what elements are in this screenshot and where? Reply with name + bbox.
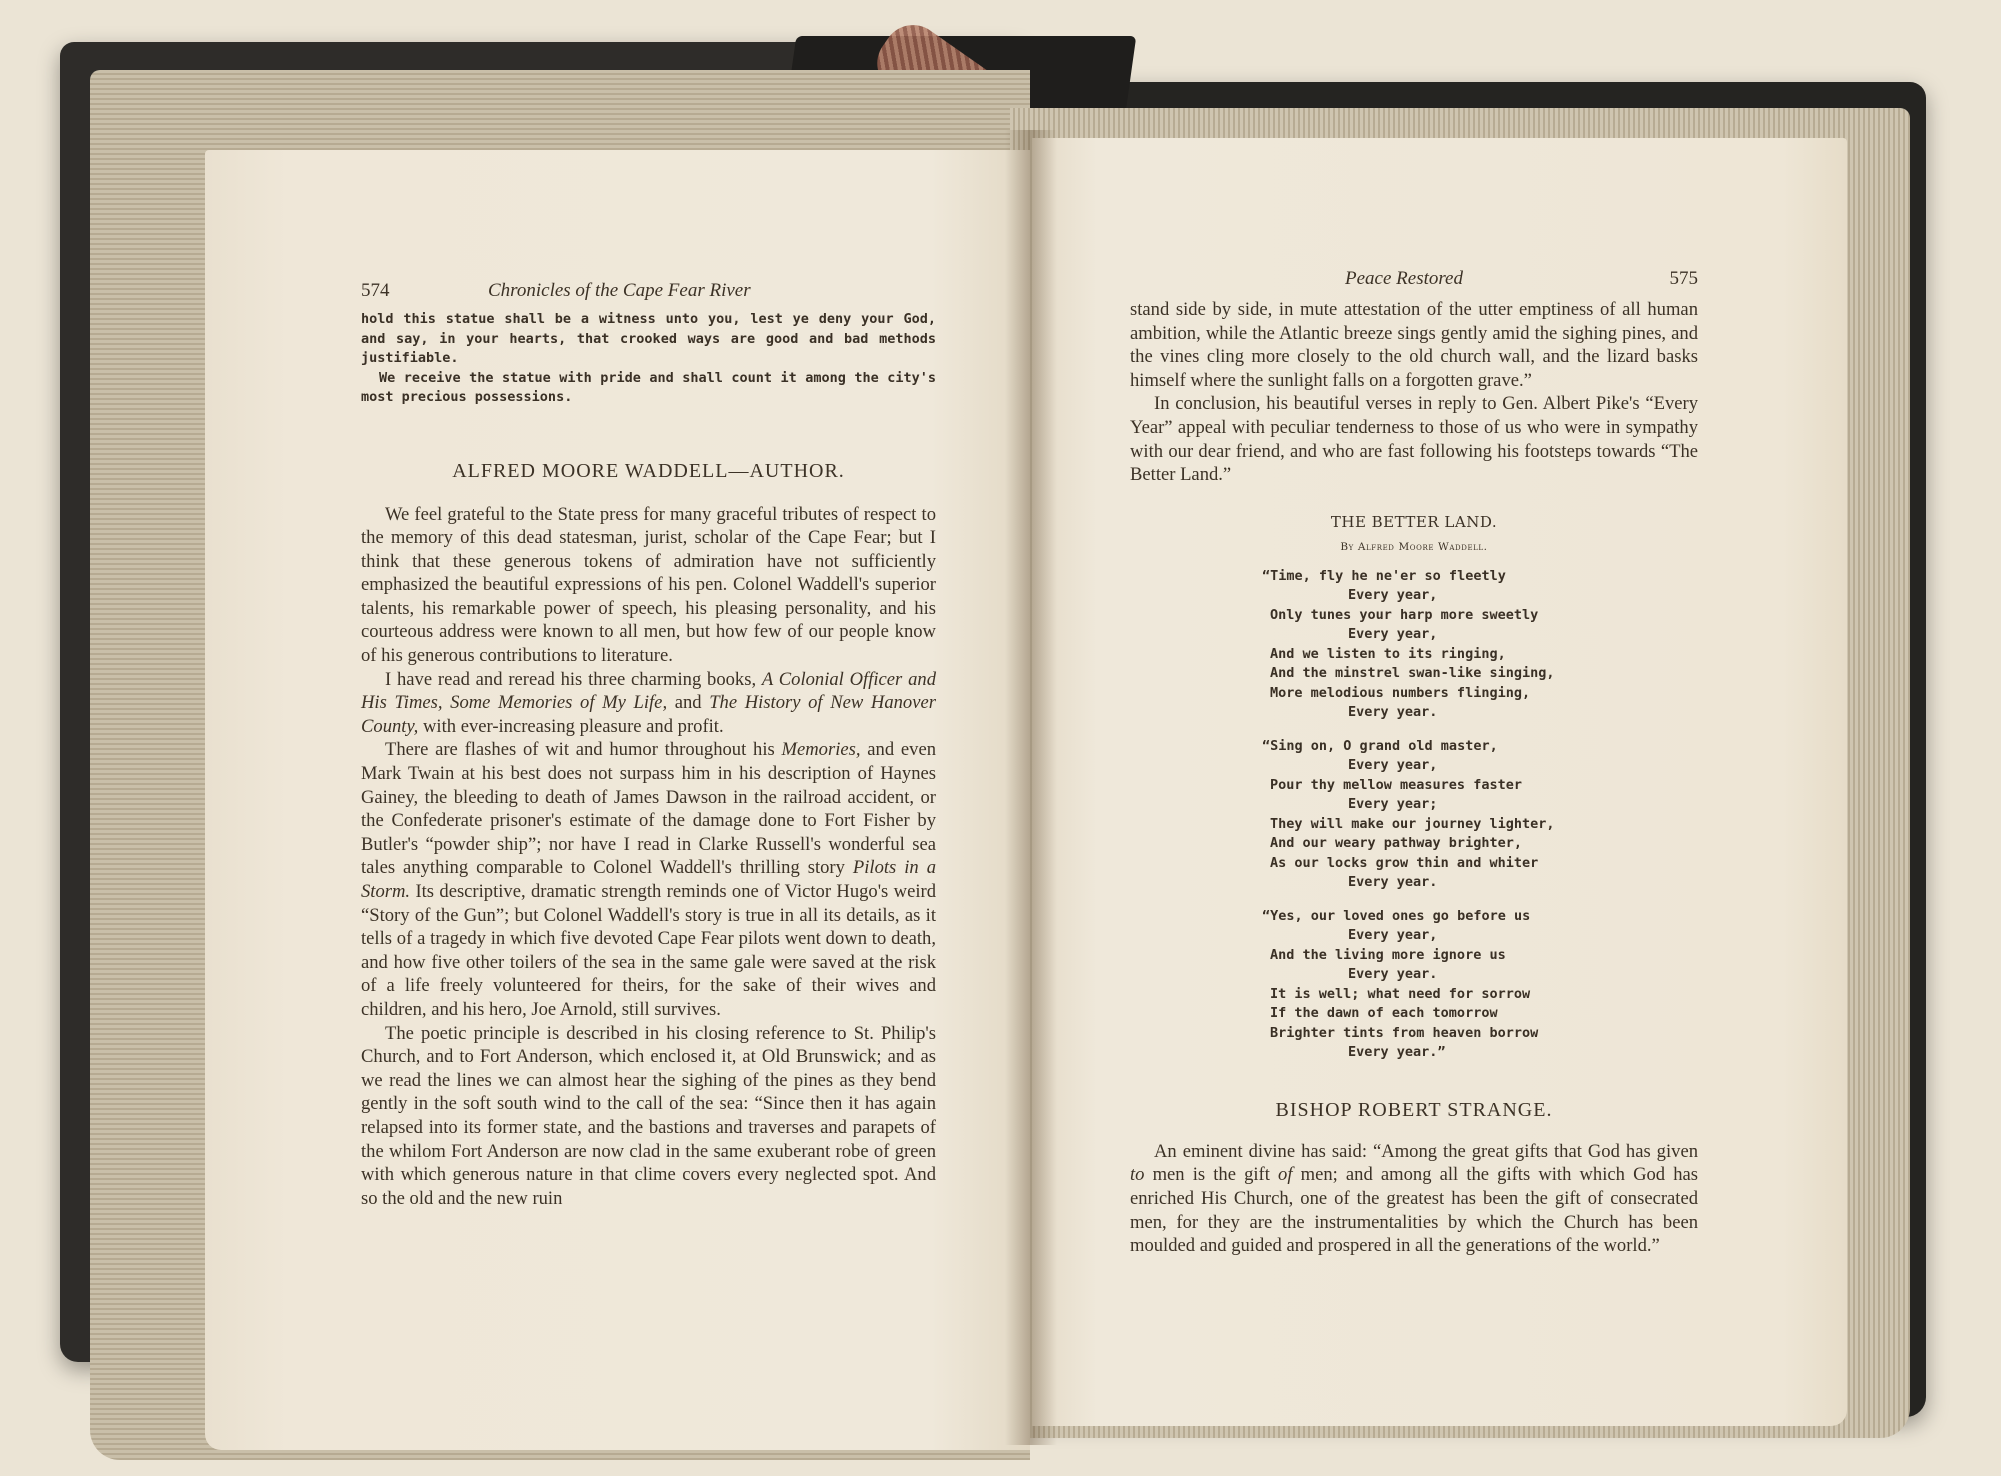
poem-line: Only tunes your harp more sweetly bbox=[1270, 606, 1539, 623]
poem-line: Every year, bbox=[1348, 927, 1438, 944]
poem-line: Every year. bbox=[1348, 704, 1438, 721]
paragraph: stand side by side, in mute attestation of the utter emptiness of all human ambition, while the Atlantic breeze sings gently amid the sighing pines, and the vines cling more closely to the old church wall, and the lizard basks himself where the sunlight falls on a forgotten grave.” bbox=[1130, 299, 1698, 391]
page-number: 574 bbox=[361, 280, 390, 301]
poem-stanza bbox=[1130, 737, 1698, 893]
paragraph: We feel grateful to the State press for many graceful tributes of respect to the memory of this dead statesman, jurist, scholar of the Cape Fear; but I think that these generous tokens of admiration have not sufficiently emphasized the beautiful expressions of his pen. Colonel Waddell's superior talents, his remarkable power of speech, his pleasing personality, and his courteous address were known to all men, but how few of our people know of his generous contributions to literature. bbox=[361, 503, 936, 667]
poem-line: “Sing on, O grand old master, bbox=[1262, 737, 1498, 754]
paragraph: In conclusion, his beautiful verses in reply to Gen. Albert Pike's “Every Year” appeal with peculiar tenderness to those of us who were in sympathy with our dear friend, and who are fast following his footsteps towards “The Better Land.” bbox=[1130, 393, 1698, 486]
page-number: 575 bbox=[1669, 268, 1698, 289]
running-title: Chronicles of the Cape Fear River bbox=[488, 280, 751, 301]
section-heading: ALFRED MOORE WADDELL—AUTHOR. bbox=[452, 459, 845, 482]
left-running-head bbox=[361, 280, 936, 310]
poem-line: “Time, fly he ne'er so fleetly bbox=[1262, 567, 1506, 584]
body-text bbox=[1130, 1140, 1698, 1258]
book-title: The History of New Hanover County, bbox=[361, 692, 936, 737]
poem-line: Every year, bbox=[1348, 626, 1438, 643]
poem-line: Every year; bbox=[1348, 796, 1438, 813]
quoted-passage bbox=[361, 310, 936, 408]
poem-stanza bbox=[1130, 567, 1698, 723]
poem-line: And the minstrel swan-like singing, bbox=[1270, 665, 1555, 682]
paragraph: An eminent divine has said: “Among the great gifts that God has given to men is the gift of men; and among all the gifts with which God has enriched His Church, one of the greatest has been the gift of consecrated men, for they are the instrumentalities by which the Church has been moulded and guided and prospered in all the generations of the world.” bbox=[1130, 1140, 1698, 1257]
paragraph: The poetic principle is described in his closing reference to St. Philip's Church, and to Fort Anderson, which enclosed it, at Old Brunswick; and as we read the lines we can almost hear the sighing of the pines as they bend gently in the soft south wind to the call of the sea: “Since then it has again relapsed into its former state, and the bastions and traverses and parapets of the whilom Fort Anderson are now clad in the same exuberant robe of green with which generous nature in that clime covers every neglected spot. And so the old and the new ruin bbox=[361, 1022, 936, 1209]
book-title: A Colonial Officer and His Times, bbox=[361, 668, 936, 714]
poem-byline: By Alfred Moore Waddell. bbox=[1340, 540, 1488, 553]
poem-line: Every year, bbox=[1348, 757, 1438, 774]
poem-line: Every year.” bbox=[1348, 1044, 1446, 1061]
right-page-text bbox=[1130, 268, 1698, 1258]
poem-line: If the dawn of each tomorrow bbox=[1270, 1005, 1498, 1022]
paragraph: There are flashes of wit and humor throughout his Memories, and even Mark Twain at his best does not surpass him in his description of Haynes Gainey, the bleeding to death of James Dawson in the railroad accident, or the Confederate prisoner's estimate of the damage done to Fort Fisher by Butler's “powder ship”; nor have I read in Clarke Russell's wonderful sea tales anything comparable to Colonel Waddell's thrilling story Pilots in a Storm. Its descriptive, dramatic strength reminds one of Victor Hugo's weird “Story of the Gun”; but Colonel Waddell's story is true in all its details, as it tells of a tragedy in which five devoted Cape Fear pilots went down to death, and how five other toilers of the sea in the same gale were saved at the risk of a life freely volunteered for theirs, for the sake of their wives and children, and his hero, Joe Arnold, still survives. bbox=[361, 739, 936, 1020]
quote-paragraph: hold this statue shall be a witness unto you, lest ye deny your God, and say, in your hearts, that crooked ways are good and bad methods justifiable. bbox=[361, 311, 936, 366]
left-page-text bbox=[361, 280, 936, 1210]
poem-line: And our weary pathway brighter, bbox=[1270, 835, 1522, 852]
body-text bbox=[361, 503, 936, 1211]
poem-line: And the living more ignore us bbox=[1270, 946, 1506, 963]
poem-line: Brighter tints from heaven borrow bbox=[1270, 1024, 1539, 1041]
book-title: Memories, bbox=[781, 739, 861, 761]
poem-title: THE BETTER LAND. bbox=[1330, 512, 1498, 531]
poem-line: Every year. bbox=[1348, 966, 1438, 983]
poem-line: Every year. bbox=[1348, 874, 1438, 891]
poem-line: “Yes, our loved ones go before us bbox=[1262, 907, 1531, 924]
paragraph: I have read and reread his three charming books, A Colonial Officer and His Times, Some Memories of My Life, and The History of New Hanover County, with ever-increasing pleasure and profit. bbox=[361, 668, 936, 737]
story-title: Pilots in a Storm. bbox=[361, 857, 936, 902]
gutter-shadow bbox=[1005, 130, 1057, 1445]
running-title: Peace Restored bbox=[1345, 268, 1463, 289]
right-running-head bbox=[1130, 268, 1698, 298]
poem-line: They will make our journey lighter, bbox=[1270, 815, 1555, 832]
poem-line: Every year, bbox=[1348, 587, 1438, 604]
poem-line: More melodious numbers flinging, bbox=[1270, 684, 1531, 701]
section-heading: BISHOP ROBERT STRANGE. bbox=[1275, 1098, 1553, 1121]
poem-line: As our locks grow thin and whiter bbox=[1270, 854, 1539, 871]
poem-line: It is well; what need for sorrow bbox=[1270, 985, 1531, 1002]
book-title: Some Memories of My Life, bbox=[450, 692, 668, 714]
poem-line: Pour thy mellow measures faster bbox=[1270, 776, 1522, 793]
poem-line: And we listen to its ringing, bbox=[1270, 645, 1506, 662]
quote-paragraph: We receive the statue with pride and shall count it among the city's most precious possessions. bbox=[361, 369, 936, 405]
body-text bbox=[1130, 298, 1698, 487]
poem-stanza bbox=[1130, 907, 1698, 1063]
